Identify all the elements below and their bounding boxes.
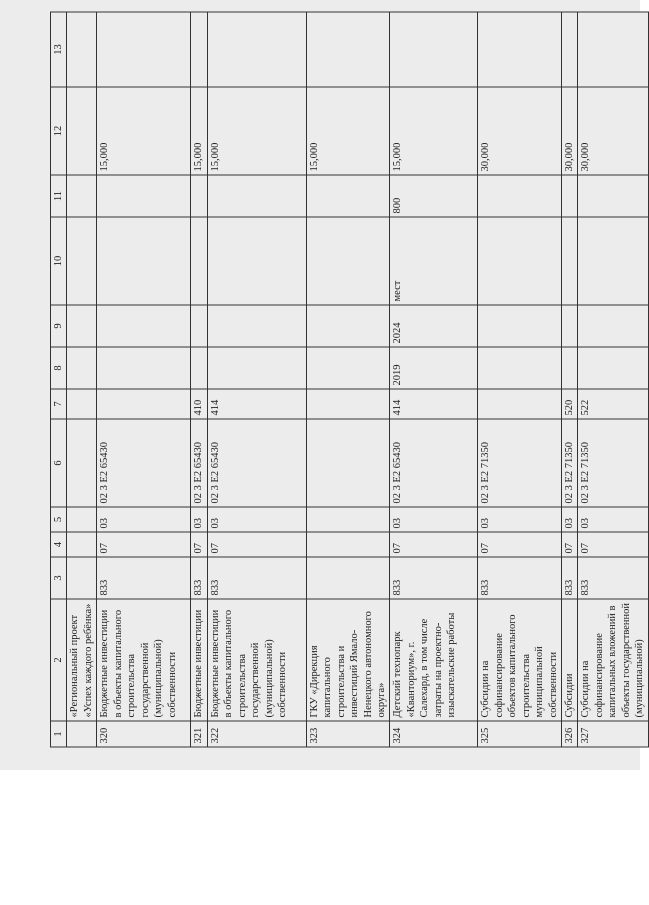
column-header: 12 <box>51 87 67 175</box>
table-cell-col-3 <box>67 557 97 599</box>
column-header: 9 <box>51 305 67 347</box>
table-cell-col-3: 833 <box>97 557 191 599</box>
table-cell-col-11 <box>578 175 648 217</box>
table-cell-col-11 <box>478 175 562 217</box>
table-cell-col-9 <box>191 305 207 347</box>
table-cell-col-8 <box>207 347 306 389</box>
table-cell-col-3: 833 <box>562 557 578 599</box>
table-cell-col-9 <box>67 305 97 347</box>
table-cell-col-3: 833 <box>207 557 306 599</box>
table-cell-col-12: 15,000 <box>191 87 207 175</box>
table-cell-col-5: 03 <box>390 507 478 532</box>
column-header: 11 <box>51 175 67 217</box>
table-cell-col-12: 30,000 <box>562 87 578 175</box>
table-cell-col-13 <box>67 12 97 87</box>
table-cell-col-10 <box>578 217 648 305</box>
table-cell-col-9 <box>478 305 562 347</box>
table-cell-col-1 <box>67 721 97 747</box>
table-cell-col-12: 15,000 <box>207 87 306 175</box>
column-header: 13 <box>51 12 67 87</box>
column-header: 4 <box>51 532 67 557</box>
column-header: 2 <box>51 599 67 721</box>
table-cell-col-6: 02 3 E2 71350 <box>578 419 648 507</box>
table-cell-col-13 <box>478 12 562 87</box>
budget-table <box>50 12 649 748</box>
table-cell-col-5: 03 <box>578 507 648 532</box>
table-cell-col-5: 03 <box>191 507 207 532</box>
table-cell-col-7: 520 <box>562 389 578 419</box>
table-cell-col-10 <box>306 217 390 305</box>
table-cell-col-7: 414 <box>390 389 478 419</box>
table-cell-col-8 <box>578 347 648 389</box>
table-row <box>478 12 562 747</box>
table-cell-col-11 <box>191 175 207 217</box>
table-cell-col-4: 07 <box>562 532 578 557</box>
table-cell-col-5: 03 <box>478 507 562 532</box>
table-cell-col-12: 30,000 <box>478 87 562 175</box>
table-cell-col-6: 02 3 E2 65430 <box>97 419 191 507</box>
table-cell-col-8 <box>306 347 390 389</box>
table-cell-col-4: 07 <box>478 532 562 557</box>
table-cell-col-8 <box>67 347 97 389</box>
table-cell-col-1: 326 <box>562 721 578 747</box>
table-cell-col-13 <box>207 12 306 87</box>
table-cell-col-6: 02 3 E2 71350 <box>562 419 578 507</box>
table-cell-col-9 <box>562 305 578 347</box>
table-cell-col-10 <box>191 217 207 305</box>
table-cell-col-7 <box>306 389 390 419</box>
table-cell-col-5: 03 <box>97 507 191 532</box>
table-cell-col-12: 30,000 <box>578 87 648 175</box>
table-cell-col-13 <box>97 12 191 87</box>
table-cell-col-5 <box>306 507 390 532</box>
table-cell-col-4: 07 <box>390 532 478 557</box>
table-cell-col-11 <box>306 175 390 217</box>
column-header: 6 <box>51 419 67 507</box>
table-header-row <box>51 12 67 747</box>
table-cell-col-13 <box>562 12 578 87</box>
table-cell-col-2: Субсидии <box>562 599 578 721</box>
table-cell-col-11 <box>97 175 191 217</box>
table-cell-col-3: 833 <box>191 557 207 599</box>
table-cell-col-11: 800 <box>390 175 478 217</box>
table-cell-col-2: Детский технопарк «Кванториум», г. Салехард, в том числе затраты на проектно-изыскательские работы <box>390 599 478 721</box>
table-cell-col-6: 02 3 E2 65430 <box>207 419 306 507</box>
table-cell-col-9 <box>207 305 306 347</box>
table-cell-col-3 <box>306 557 390 599</box>
table-cell-col-9: 2024 <box>390 305 478 347</box>
table-cell-col-12: 15,000 <box>306 87 390 175</box>
table-cell-col-4 <box>306 532 390 557</box>
column-header: 3 <box>51 557 67 599</box>
table-row <box>207 12 306 747</box>
table-row <box>390 12 478 747</box>
table-cell-col-8: 2019 <box>390 347 478 389</box>
table-cell-col-9 <box>578 305 648 347</box>
table-cell-col-1: 323 <box>306 721 390 747</box>
table-cell-col-7: 414 <box>207 389 306 419</box>
table-cell-col-10: мест <box>390 217 478 305</box>
table-cell-col-10 <box>97 217 191 305</box>
table-cell-col-2: Бюджетные инвестиции <box>191 599 207 721</box>
table-cell-col-9 <box>97 305 191 347</box>
table-cell-col-7 <box>478 389 562 419</box>
table-cell-col-13 <box>578 12 648 87</box>
table-cell-col-1: 327 <box>578 721 648 747</box>
table-cell-col-11 <box>562 175 578 217</box>
table-cell-col-10 <box>478 217 562 305</box>
table-cell-col-1: 324 <box>390 721 478 747</box>
table-cell-col-12 <box>67 87 97 175</box>
table-cell-col-11 <box>207 175 306 217</box>
table-row <box>562 12 578 747</box>
table-cell-col-7: 410 <box>191 389 207 419</box>
table-cell-col-1: 322 <box>207 721 306 747</box>
table-cell-col-4 <box>67 532 97 557</box>
table-cell-col-3: 833 <box>390 557 478 599</box>
table-cell-col-4: 07 <box>97 532 191 557</box>
table-cell-col-8 <box>478 347 562 389</box>
table-cell-col-13 <box>306 12 390 87</box>
table-row <box>191 12 207 747</box>
table-cell-col-2: Субсидии на софинансирование объектов капитального строительства муниципальной собственности <box>478 599 562 721</box>
table-row <box>306 12 390 747</box>
table-cell-col-2: Субсидии на софинансирование капитальных вложений в объекты государственной (муниципальной) <box>578 599 648 721</box>
table-cell-col-4: 07 <box>207 532 306 557</box>
table-cell-col-1: 320 <box>97 721 191 747</box>
table-cell-col-1: 321 <box>191 721 207 747</box>
column-header: 8 <box>51 347 67 389</box>
rotated-budget-table-container <box>50 13 646 748</box>
table-cell-col-6 <box>67 419 97 507</box>
table-row <box>97 12 191 747</box>
column-header: 10 <box>51 217 67 305</box>
table-cell-col-8 <box>97 347 191 389</box>
table-cell-col-6: 02 3 E2 65430 <box>390 419 478 507</box>
table-row <box>578 12 648 747</box>
table-cell-col-13 <box>191 12 207 87</box>
table-cell-col-1: 325 <box>478 721 562 747</box>
column-header: 5 <box>51 507 67 532</box>
table-cell-col-12: 15,000 <box>97 87 191 175</box>
table-cell-col-2: «Региональный проект «Успех каждого ребёнка» <box>67 599 97 721</box>
table-cell-col-12: 15,000 <box>390 87 478 175</box>
table-cell-col-5 <box>67 507 97 532</box>
table-cell-col-7: 522 <box>578 389 648 419</box>
table-cell-col-3: 833 <box>478 557 562 599</box>
table-cell-col-8 <box>191 347 207 389</box>
table-cell-col-10 <box>67 217 97 305</box>
table-cell-col-6 <box>306 419 390 507</box>
table-cell-col-13 <box>390 12 478 87</box>
table-cell-col-8 <box>562 347 578 389</box>
table-cell-col-6: 02 3 E2 65430 <box>191 419 207 507</box>
table-cell-col-10 <box>207 217 306 305</box>
table-cell-col-2: Бюджетные инвестиции в объекты капитального строительства государственной (муниципальной) собственности <box>207 599 306 721</box>
table-cell-col-2: Бюджетные инвестиции в объекты капитального строительства государственной (муниципальной) собственности <box>97 599 191 721</box>
table-cell-col-7 <box>97 389 191 419</box>
table-cell-col-5: 03 <box>207 507 306 532</box>
table-cell-col-3: 833 <box>578 557 648 599</box>
column-header: 1 <box>51 721 67 747</box>
table-cell-col-4: 07 <box>191 532 207 557</box>
table-cell-col-10 <box>562 217 578 305</box>
table-cell-col-4: 07 <box>578 532 648 557</box>
table-cell-col-2: ГКУ «Дирекция капитального строительства и инвестиций Ямало-Ненецкого автономного округа» <box>306 599 390 721</box>
column-header: 7 <box>51 389 67 419</box>
table-cell-col-11 <box>67 175 97 217</box>
table-cell-col-5: 03 <box>562 507 578 532</box>
table-row <box>67 12 97 747</box>
table-cell-col-7 <box>67 389 97 419</box>
table-cell-col-6: 02 3 E2 71350 <box>478 419 562 507</box>
table-cell-col-9 <box>306 305 390 347</box>
